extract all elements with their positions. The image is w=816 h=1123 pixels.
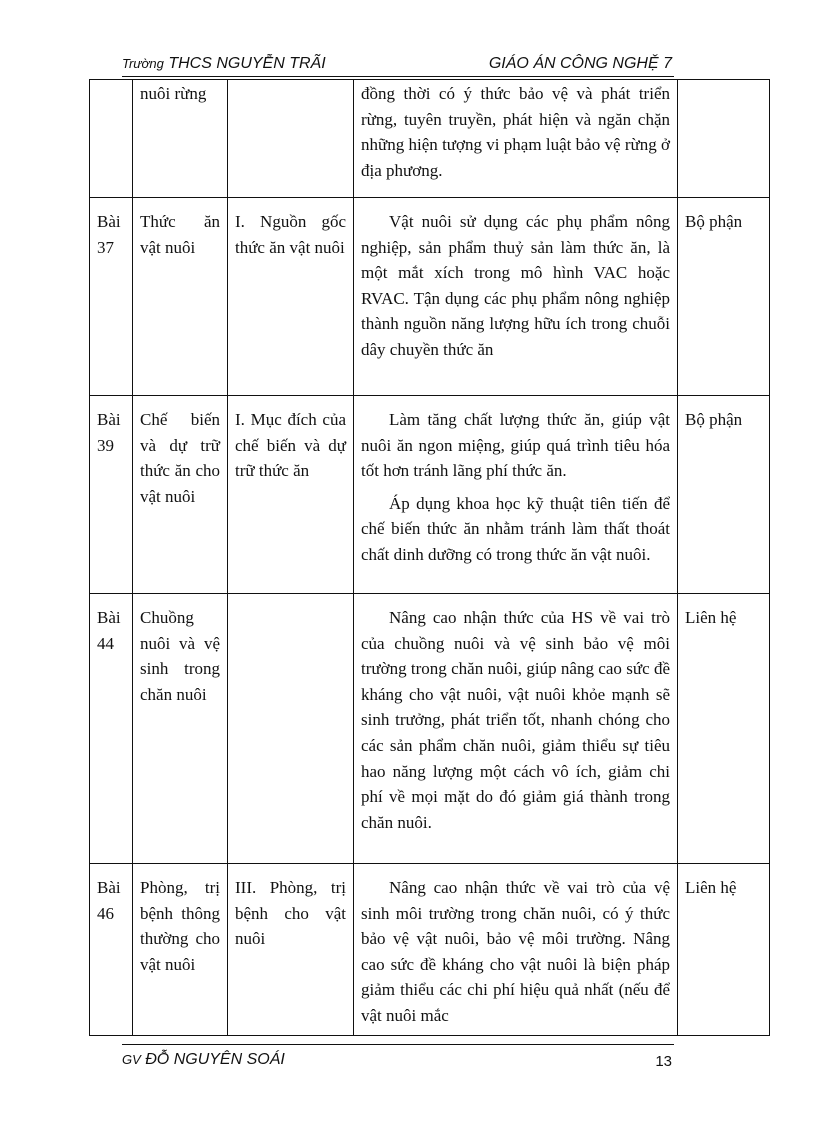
content-paragraph: Nâng cao nhận thức của HS về vai trò của chuồng nuôi và vệ sinh bảo vệ môi trường trong chăn nuôi, giúp nâng cao sức đề kháng cho vật nuôi, vật nuôi khỏe mạnh sẽ sinh trưởng, phát triển tốt, nhanh chóng cho các sản phẩm chăn nuôi, giảm thiểu sự tiêu hao năng lượng một cách vô ích, giảm chi phí về mọi mặt do đó giảm giá thành trong chăn nuôi. [361,608,670,832]
lesson-cell: Bài 37 [90,198,133,396]
title-cell: Phòng, trị bệnh thông thường cho vật nuôi [133,864,228,1036]
table-row [90,198,770,396]
table-row [90,80,770,198]
title-cell: Chế biến và dự trữ thức ăn cho vật nuôi [133,396,228,594]
lesson-table [89,79,770,1036]
content-cell [354,80,678,198]
method-cell: Liên hệ [678,594,770,864]
table-row [90,396,770,594]
title-cell: Chuồng nuôi và vệ sinh trong chăn nuôi [133,594,228,864]
content-cell [354,198,678,396]
subject-title: GIÁO ÁN CÔNG NGHỆ 7 [488,55,672,72]
content-cell [354,864,678,1036]
lesson-cell [90,80,133,198]
content-cell [354,396,678,594]
lesson-cell: Bài 46 [90,864,133,1036]
section-cell: III. Phòng, trị bệnh cho vật nuôi [228,864,354,1036]
title-cell: nuôi rừng [133,80,228,198]
method-cell: Liên hệ [678,864,770,1036]
section-cell [228,80,354,198]
page-header [122,52,674,77]
table-row [90,864,770,1036]
lesson-cell: Bài 39 [90,396,133,594]
content-paragraph: đồng thời có ý thức bảo vệ và phát triển rừng, tuyên truyền, phát hiện và ngăn chặn những hiện tượng vi phạm luật bảo vệ rừng ở địa phương. [361,84,670,180]
title-cell: Thức ăn vật nuôi [133,198,228,396]
method-cell: Bộ phận [678,396,770,594]
page-footer [122,1044,674,1073]
teacher-name: GV ĐỖ NGUYÊN SOÁI [122,1051,285,1068]
content-paragraph: Vật nuôi sử dụng các phụ phẩm nông nghiệp, sản phẩm thuỷ sản làm thức ăn, là một mắt xích trong mô hình VAC hoặc RVAC. Tận dụng các phụ phẩm nông nghiệp thành nguồn năng lượng hữu ích trong chuỗi dây chuyền thức ăn [361,212,670,359]
section-cell: I. Mục đích của chế biến và dự trữ thức ăn [228,396,354,594]
school-name: Trường THCS NGUYỄN TRÃI [122,55,326,72]
content-paragraph: Áp dụng khoa học kỹ thuật tiên tiến để chế biến thức ăn nhằm tránh làm thất thoát chất dinh dưỡng có trong thức ăn vật nuôi. [361,493,670,564]
content-paragraph: Nâng cao nhận thức về vai trò của vệ sinh môi trường trong chăn nuôi, có ý thức bảo vệ vật nuôi, bảo vệ môi trường. Nâng cao sức đề kháng cho vật nuôi là biện pháp giảm thiểu các chi phí hiệu quả nhất (nếu để vật nuôi mắc [361,878,670,1025]
table-row [90,594,770,864]
page-number: 13 [655,1053,672,1070]
method-cell [678,80,770,198]
content-paragraph: Làm tăng chất lượng thức ăn, giúp vật nuôi ăn ngon miệng, giúp quá trình tiêu hóa tốt hơn tránh lãng phí thức ăn. [361,410,670,481]
section-cell: I. Nguồn gốc thức ăn vật nuôi [228,198,354,396]
method-cell: Bộ phận [678,198,770,396]
lesson-cell: Bài 44 [90,594,133,864]
content-cell [354,594,678,864]
section-cell [228,594,354,864]
